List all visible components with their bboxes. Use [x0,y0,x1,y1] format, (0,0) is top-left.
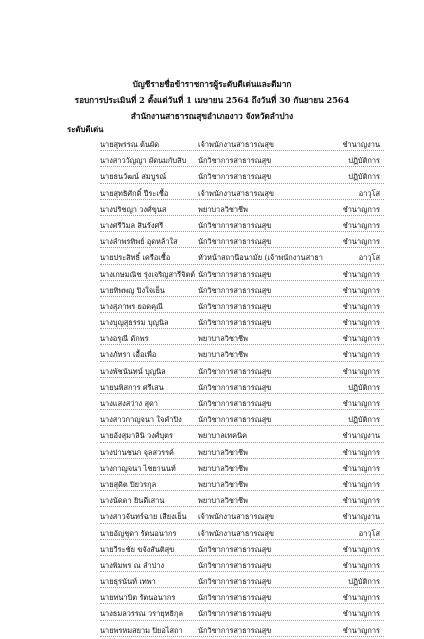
position-level: ปฏิบัติการ [348,156,380,166]
list-item [0,606,424,622]
office-name: สำนักงานสาธารณสุขอำเภองาว จังหวัดลำปาง [130,111,294,121]
position-title: เจ้าพนักงานสาธารณสุข [198,140,274,149]
position-title: พยาบาลวิชาชีพ [198,496,248,506]
list-item [0,590,424,606]
position-title: นักวิชาการสาธารณสุข [198,415,272,425]
person-name: นางกาญจนา ไชยานนท์ [100,463,176,473]
position-title: หัวหน้าสถานีอนามัย (เจ้าพนักงานสาธา [198,253,323,263]
position-title: นักวิชาการสาธารณสุข [198,237,272,247]
person-name: นางอรุณี ดักพร [100,334,149,344]
position-title: นักวิชาการสาธารณสุข [198,399,272,408]
list-item [0,186,424,202]
person-name: นายอัญชุดา รัตนอนากร [100,528,177,538]
position-title: พยาบาลวิชาชีพ [198,463,248,473]
position-level: ปฏิบัติการ [348,382,380,392]
position-title: นักวิชาการสาธารณสุข [198,156,272,166]
list-item [0,509,424,525]
personnel-list [0,137,424,639]
list-item [0,396,424,412]
list-item [0,445,424,461]
position-level: ชำนาญการ [342,366,380,376]
position-level: ชำนาญการ [342,479,380,489]
position-level: อาวุโส [358,253,380,263]
person-name: นางพิมพร ณ ลำปาง [100,560,165,570]
position-level: ชำนาญงาน [342,140,380,149]
list-item [0,218,424,234]
position-title: พยาบาลวิชาชีพ [198,204,248,214]
position-title: นักวิชาการสาธารณสุข [198,609,272,619]
position-level: ชำนาญการ [342,560,380,570]
position-title: นักวิชาการสาธารณสุข [198,301,272,311]
person-name: นายสุดิต ปิยวรกุล [100,479,157,489]
position-level: ปฏิบัติการ [348,172,380,182]
position-title: นักวิชาการสาธารณสุข [198,544,272,554]
position-level: ชำนาญการ [342,496,380,506]
position-level: อาวุโส [358,528,380,538]
position-title: นักวิชาการสาธารณสุข [198,577,272,587]
position-title: นักวิชาการสาธารณสุข [198,318,272,328]
person-name: นางปริชญา วงศ์ขุนส [100,204,167,214]
position-level: อาวุโส [358,188,380,198]
person-name: นางลำพรทิพย์ อุดหล้าใส [100,237,178,247]
person-name: นายพรหมสยาม ปิยอไสถา [100,625,183,635]
person-name: นางสาวจันทร์ฉาย เสียงเย็น [100,512,187,522]
person-name: นางเกษมณิช รุ่งเจริญสารีจิตต์ [100,269,196,279]
position-level: ชำนาญการ [342,463,380,473]
person-name: นางภัทรา เอื้อเพื่อ [100,350,157,360]
list-item [0,299,424,315]
position-title: นักวิชาการสาธารณสุข [198,172,272,182]
person-name: นางพัชนันทน์ บุญนิล [100,366,166,376]
list-item [0,169,424,185]
position-title: เจ้าพนักงานสาธารณสุข [198,188,274,198]
person-name: นายสุพรรณ ต้นผัด [100,140,160,149]
person-name: นายประสิทธิ์ เครือเชื้อ [100,253,171,263]
position-level: ชำนาญการ [342,220,380,230]
position-level: ชำนาญการ [342,350,380,360]
person-name: นายอังสุมาลินิ วงศ์บุตร [100,431,173,441]
list-item [0,347,424,363]
position-level: ปฏิบัติการ [348,577,380,587]
person-name: นางแสงสว่าง สุดา [100,399,158,408]
list-item [0,153,424,169]
list-item [0,558,424,574]
position-level: ชำนาญการ [342,237,380,247]
position-title: พยาบาลวิชาชีพ [198,479,248,489]
list-item [0,493,424,509]
position-title: นักวิชาการสาธารณสุข [198,366,272,376]
person-name: นายสุทธิศักดิ์ ปีระเชื้อ [100,188,169,198]
position-level: ชำนาญการ [342,625,380,635]
list-item [0,250,424,266]
position-title: นักวิชาการสาธารณสุข [198,285,272,295]
list-item [0,137,424,153]
position-title: นักวิชาการสาธารณสุข [198,560,272,570]
person-name: นายนพิสการ ศรีเสน [100,382,164,392]
list-item [0,477,424,493]
list-item [0,364,424,380]
position-level: ชำนาญงาน [342,512,380,522]
person-name: นางสุภาพร ยอดคุณี [100,301,163,311]
position-level: ชำนาญการ [342,269,380,279]
position-title: พยาบาลเทคนิค [198,431,248,441]
position-title: เจ้าพนักงานสาธารณสุข [198,512,274,522]
position-level: ชำนาญการ [342,544,380,554]
list-item [0,267,424,283]
list-item [0,542,424,558]
list-item [0,315,424,331]
person-name: นางบุญสุธรรม บุญนิล [100,318,169,328]
position-level: ชำนาญการ [342,399,380,408]
position-level: ชำนาญการ [342,301,380,311]
list-item [0,526,424,542]
position-title: นักวิชาการสาธารณสุข [198,593,272,603]
person-name: นางธมลวรรณ วรายุทธิกุล [100,609,184,619]
position-level: ชำนาญการ [342,318,380,328]
position-level: ชำนาญการ [342,609,380,619]
position-title: นักวิชาการสาธารณสุข [198,382,272,392]
position-title: พยาบาลวิชาชีพ [198,334,248,344]
position-title: นักวิชาการสาธารณสุข [198,220,272,230]
person-name: นางสาววัญญา ผัดนมกับสิบ [100,156,187,166]
position-level: ปฏิบัติการ [348,415,380,425]
position-title: นักวิชาการสาธารณสุข [198,625,272,635]
list-item [0,412,424,428]
list-item [0,202,424,218]
person-name: นายธนวัฒน์ สมบูรณ์ [100,172,167,182]
person-name: นายวีระชัย ขจังสันติสุข [100,544,175,554]
position-level: ชำนาญการ [342,204,380,214]
list-item [0,623,424,639]
position-level: ชำนาญการ [342,334,380,344]
position-title: นักวิชาการสาธารณสุข [198,269,272,279]
person-name: นายทนาบิต รัตนอนากร [100,593,176,603]
list-item [0,380,424,396]
position-level: ชำนาญงาน [342,431,380,441]
position-level: ชำนาญการ [342,447,380,457]
person-name: นางปานชนก จุลสวรรค์ [100,447,175,457]
person-name: นางสาวกาญจนา ใจคำปิง [100,415,182,425]
person-name: นายธุรนันท์ เทพา [100,577,156,587]
document-subtitle: รอบการประเมินที่ 2 ตั้งแต่วันที่ 1 เมษายน 2564 ถึงวันที่ 30 กันยายน 2564 [74,95,350,105]
position-title: พยาบาลวิชาชีพ [198,447,248,457]
position-title: เจ้าพนักงานสาธารณสุข [198,528,274,538]
document-header [0,77,424,124]
person-name: นายทิพพญ ปิงใจเย็น [100,285,165,295]
list-item [0,574,424,590]
position-level: ชำนาญการ [342,285,380,295]
list-item [0,331,424,347]
section-label: ระดับดีเด่น [67,125,104,134]
document-title: บัญชีรายชื่อข้าราชการผู้ระดับดีเด่นและดีมาก [132,79,292,89]
list-item [0,283,424,299]
position-level: ชำนาญการ [342,593,380,603]
person-name: นางนัดดา ยินดีเสาน [100,496,165,506]
list-item [0,461,424,477]
position-title: พยาบาลวิชาชีพ [198,350,248,360]
list-item [0,428,424,444]
list-item [0,234,424,250]
person-name: นางศรีวิมล สินรังศรี [100,220,164,230]
